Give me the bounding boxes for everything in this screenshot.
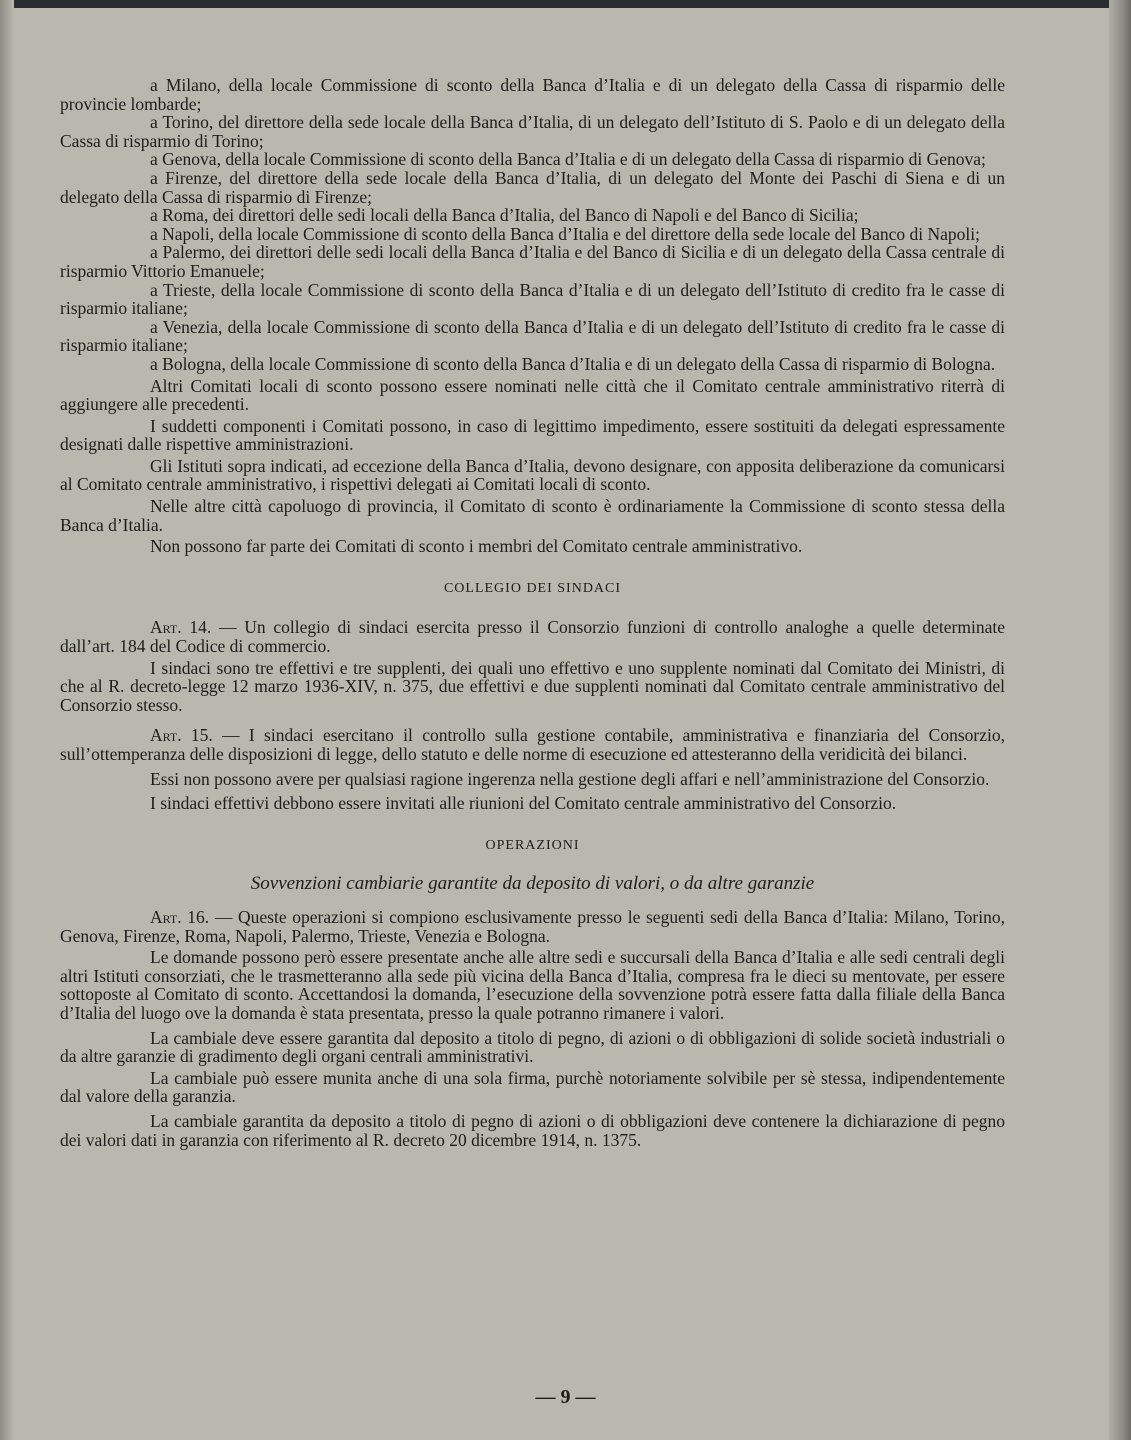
paragraph: I sindaci effettivi debbono essere invitati alle riunioni del Comitato centrale amministrativo del Consorzio. (150, 793, 897, 814)
page-left-edge (0, 0, 14, 1440)
document-page (60, 76, 1005, 1149)
article-16 (60, 908, 1005, 945)
article-14 (60, 618, 1005, 655)
article-15 (60, 726, 1005, 763)
paragraph: Altri Comitati locali di sconto possono essere nominati nelle città che il Comitato centrale amministrativo riterrà di aggiungere alle precedenti. (60, 375, 1005, 415)
paragraph: a Napoli, della locale Commissione di sconto della Banca d’Italia e del direttore della sede locale del Banco di Napoli; (150, 223, 980, 244)
section-heading: COLLEGIO DEI SINDACI (443, 580, 622, 596)
paragraph: Gli Istituti sopra indicati, ad eccezione della Banca d’Italia, devono designare, con apposita deliberazione da comunicarsi al Comitato centrale amministrativo, i rispettivi delegati ai Comitati locali di sconto. (60, 455, 1005, 495)
scanner-top-band (0, 0, 1131, 8)
paragraph: Non possono far parte dei Comitati di sconto i membri del Comitato centrale amministrativo. (150, 536, 803, 557)
paragraph: a Bologna, della locale Commissione di sconto della Banca d’Italia e di un delegato della Cassa di risparmio di Bologna. (150, 353, 996, 374)
article-text: — I sindaci esercitano il controllo sulla gestione contabile, amministrativa e finanziaria del Consorzio, sull’ottemperanza delle disposizioni di legge, dello statuto e delle norme di esecuzione ed attesteranno della veridicità dei bilanci. (60, 725, 1005, 764)
paragraph: La cambiale deve essere garantita dal deposito a titolo di pegno, di azioni o di obbligazioni di solide società industriali o da altre garanzie di gradimento degli organi centrali amministrativi. (60, 1027, 1005, 1067)
page-number: — 9 — (535, 1386, 596, 1408)
paragraph: La cambiale può essere munita anche di una sola firma, purchè notoriamente solvibile per sè stessa, indipendentemente dal valore della garanzia. (60, 1067, 1005, 1107)
article-label: Art. 16. (150, 906, 210, 927)
page-right-edge (1109, 0, 1131, 1440)
paragraph: Le domande possono però essere presentate anche alle altre sedi e succursali della Banca d’Italia e alle sedi centrali degli altri Istituti consorziati, che le trasmetteranno alla sede più vicina della Banca d’Italia, compresa fra le dieci su mentovate, per essere sottoposte al Comitato di sconto. Accettandosi la domanda, l’esecuzione della sovvenzione potrà essere fatta dalla filiale della Banca d’Italia del luogo ove la domanda è stata presentata, presso la quale potranno rimanere i valori. (60, 947, 1005, 1023)
paragraph: a Palermo, dei direttori delle sedi locali della Banca d’Italia e del Banco di Sicilia e di un delegato della Cassa centrale di risparmio Vittorio Emanuele; (60, 242, 1005, 281)
article-label: Art. 14. (150, 617, 212, 638)
article-label: Art. 15. (150, 725, 213, 746)
article-text: — Un collegio di sindaci esercita presso il Consorzio funzioni di controllo analoghe a quelle determinate dall’art. 184 del Codice di commercio. (60, 617, 1005, 657)
paragraph: Nelle altre città capoluogo di provincia, il Comitato di sconto è ordinariamente la Commissione di sconto stessa della Banca d’Italia. (60, 496, 1005, 535)
paragraph: a Venezia, della locale Commissione di sconto della Banca d’Italia e di un delegato dell’Istituto di credito fra le casse di risparmio italiane; (60, 316, 1005, 356)
paragraph: a Firenze, del direttore della sede locale della Banca d’Italia, di un delegato del Monte dei Paschi di Siena e di un delegato della Cassa di risparmio di Firenze; (60, 167, 1005, 207)
paragraph: a Roma, dei direttori delle sedi locali della Banca d’Italia, del Banco di Napoli e del Banco di Sicilia; (150, 205, 859, 226)
paragraph: I suddetti componenti i Comitati possono, in caso di legittimo impedimento, essere sostituiti da delegati espressamente designati dalle rispettive amministrazioni. (60, 415, 1005, 455)
paragraph: a Trieste, della locale Commissione di sconto della Banca d’Italia e di un delegato dell’Istituto di credito fra le casse di risparmio italiane; (60, 279, 1005, 319)
paragraph: La cambiale garantita da deposito a titolo di pegno di azioni o di obbligazioni deve contenere la dichiarazione di pegno dei valori dati in garanzia con riferimento al R. decreto 20 dicembre 1914, n. 1375. (60, 1110, 1005, 1150)
paragraph: a Torino, del direttore della sede locale della Banca d’Italia, di un delegato dell’Istituto di S. Paolo e di un delegato della Cassa di risparmio di Torino; (60, 112, 1005, 151)
paragraph: a Milano, della locale Commissione di sconto della Banca d’Italia e di un delegato della Cassa di risparmio delle provincie lombarde; (60, 75, 1005, 114)
section-heading: OPERAZIONI (485, 837, 580, 853)
paragraph: a Genova, della locale Commissione di sconto della Banca d’Italia e di un delegato della Cassa di risparmio di Genova; (150, 149, 986, 170)
paragraph: Essi non possono avere per qualsiasi ragione ingerenza nella gestione degli affari e nell’amministrazione del Consorzio. (150, 768, 990, 789)
article-text: — Queste operazioni si compiono esclusivamente presso le seguenti sedi della Banca d’Italia: Milano, Torino, Genova, Firenze, Roma, Napoli, Palermo, Trieste, Venezia e Bologna. (60, 906, 1005, 946)
paragraph: I sindaci sono tre effettivi e tre supplenti, dei quali uno effettivo e uno supplente nominati dal Comitato dei Ministri, di che al R. decreto-legge 12 marzo 1936-XIV, n. 375, due effettivi e due supplenti nominati dal Comitato centrale amministrativo del Consorzio stesso. (60, 657, 1005, 715)
section-subheading: Sovvenzioni cambiarie garantite da deposito di valori, o da altre garanzie (250, 873, 815, 895)
